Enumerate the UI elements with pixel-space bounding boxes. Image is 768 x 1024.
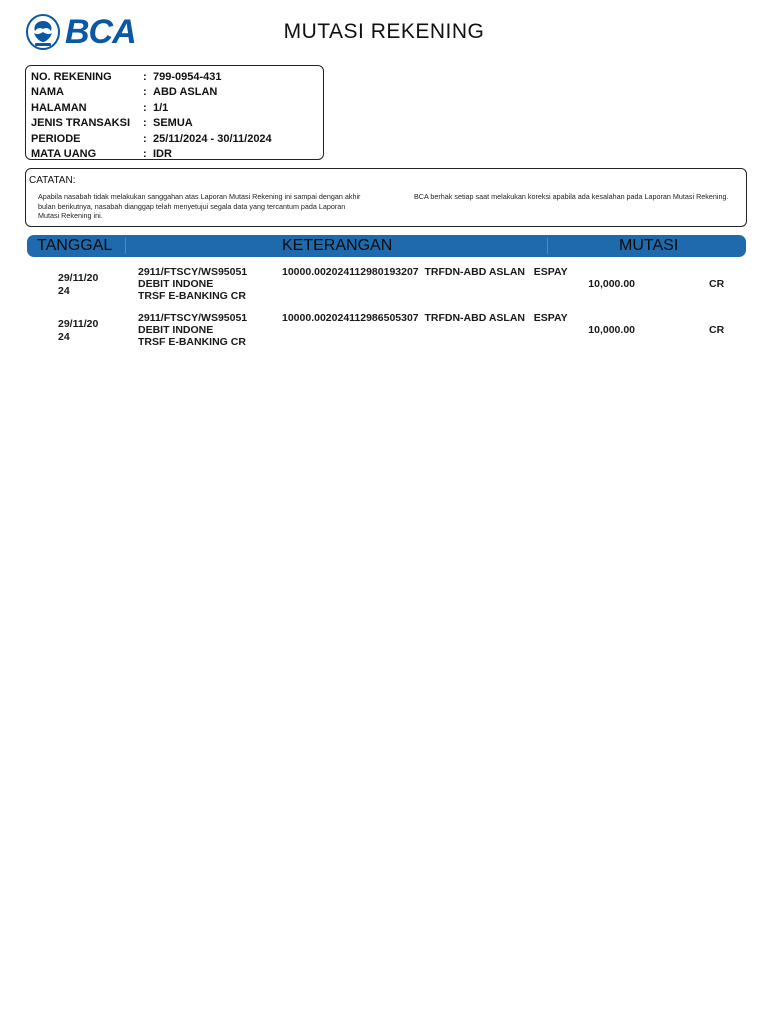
desc-line: TRSF E-BANKING CR	[138, 336, 246, 348]
row-amount: 10,000.00	[588, 278, 635, 290]
desc-line: DEBIT INDONE	[138, 324, 214, 336]
document-title: MUTASI REKENING	[283, 20, 485, 43]
info-colon: :	[143, 117, 147, 130]
row-type: CR	[709, 278, 725, 290]
info-label: NO. REKENING	[31, 70, 112, 83]
info-colon: :	[143, 70, 147, 83]
info-label: MATA UANG	[31, 148, 97, 161]
info-row-currency	[31, 147, 323, 163]
info-label: PERIODE	[31, 132, 81, 145]
info-label: HALAMAN	[31, 101, 87, 114]
date-line: 24	[58, 285, 70, 297]
notes-right-text: BCA berhak setiap saat melakukan koreksi apabila ada kesalahan pada Laporan Mutasi Rekening.	[414, 192, 729, 201]
desc-line: 2911/FTSCY/WS95051	[138, 312, 248, 324]
info-value: 25/11/2024 - 30/11/2024	[153, 132, 272, 145]
date-line: 24	[58, 331, 70, 343]
table-row	[0, 264, 768, 310]
header-divider	[125, 238, 126, 254]
desc-line: 2911/FTSCY/WS95051	[138, 266, 248, 278]
info-value: 799-0954-431	[153, 70, 222, 83]
date-line: 29/11/20	[58, 318, 99, 330]
info-label: NAMA	[31, 86, 64, 99]
info-label: JENIS TRANSAKSI	[31, 117, 131, 130]
table-row	[0, 310, 768, 356]
desc-line: TRSF E-BANKING CR	[138, 290, 246, 302]
bca-logo-text: BCA	[65, 13, 136, 51]
info-colon: :	[143, 148, 147, 161]
transactions-table	[0, 264, 768, 356]
info-value: ABD ASLAN	[153, 86, 218, 99]
row-description	[138, 266, 278, 302]
row-reference: 10000.002024112980193207 TRFDN-ABD ASLAN ESPAY	[282, 266, 568, 278]
row-date	[58, 318, 118, 344]
info-row-period	[31, 131, 323, 147]
info-row-transaction-type	[31, 116, 323, 132]
info-value: SEMUA	[153, 117, 193, 130]
info-row-account-number	[31, 69, 323, 85]
row-description	[138, 312, 278, 348]
row-reference: 10000.002024112986505307 TRFDN-ABD ASLAN ESPAY	[282, 312, 568, 324]
header-tanggal: TANGGAL	[37, 237, 113, 254]
row-type: CR	[709, 324, 725, 336]
info-value: IDR	[153, 148, 172, 161]
date-line: 29/11/20	[58, 272, 99, 284]
header-divider	[547, 238, 548, 254]
info-row-page	[31, 100, 323, 116]
info-value: 1/1	[153, 101, 169, 114]
info-colon: :	[143, 101, 147, 114]
info-colon: :	[143, 86, 147, 99]
info-row-name	[31, 85, 323, 101]
row-date	[58, 272, 118, 298]
table-header	[27, 235, 746, 257]
notes-title: CATATAN:	[29, 175, 76, 186]
header-keterangan: KETERANGAN	[282, 237, 393, 254]
account-info-box	[25, 65, 324, 160]
info-colon: :	[143, 132, 147, 145]
notes-box	[25, 168, 747, 227]
row-amount: 10,000.00	[588, 324, 635, 336]
notes-left-text: Apabila nasabah tidak melakukan sanggahan atas Laporan Mutasi Rekening ini sampai dengan akhir bulan berikutnya, nasabah dianggap telah menyetujui segala data yang tercantum pada Laporan Mutasi Rekening ini.	[38, 192, 361, 220]
desc-line: DEBIT INDONE	[138, 278, 214, 290]
header-mutasi: MUTASI	[619, 237, 679, 254]
